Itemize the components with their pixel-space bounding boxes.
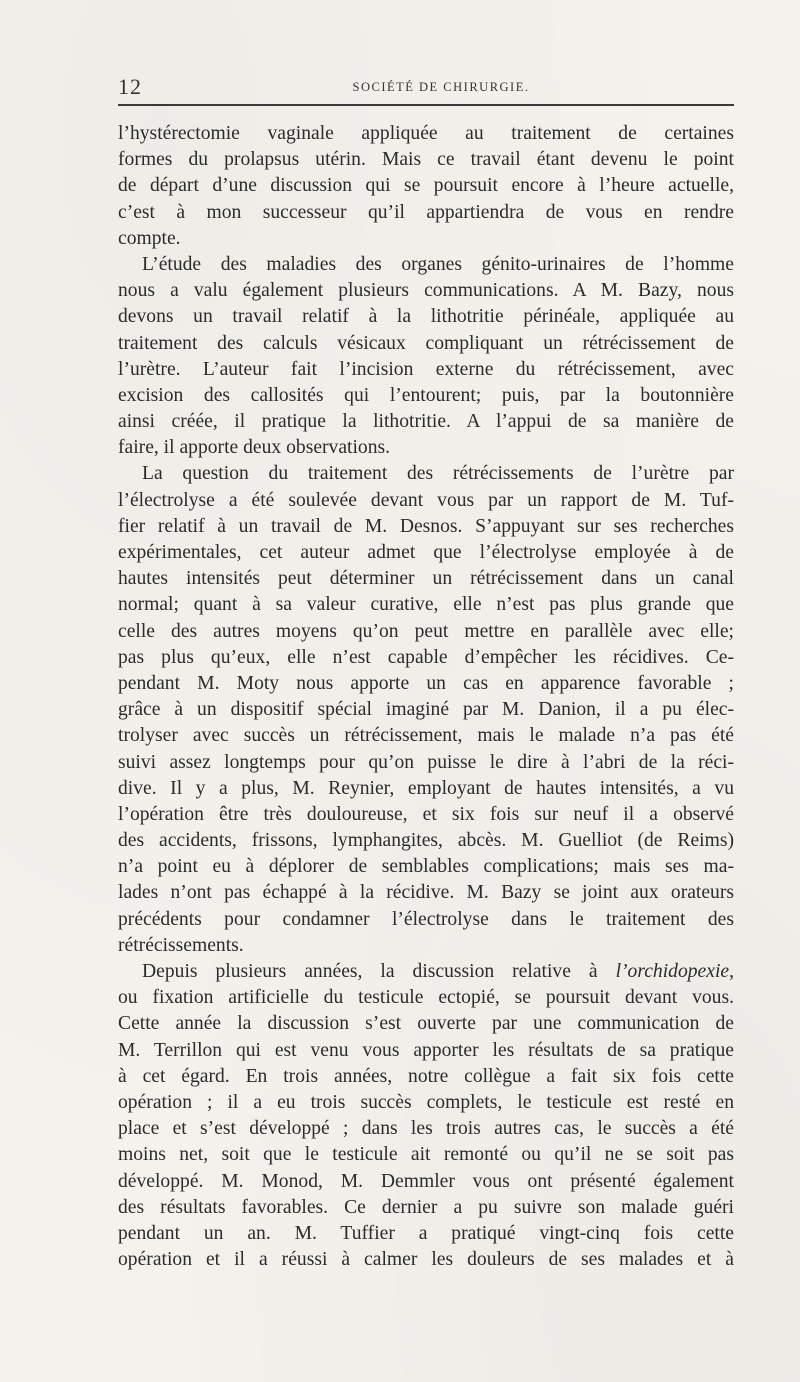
text-line: normal; quant à sa valeur curative, elle n’est pas plus grande que	[118, 594, 734, 616]
text-line: ainsi créée, il pratique la lithotritie. A l’appui de sa manière de	[118, 411, 734, 433]
text-line: place et s’est développé ; dans les trois autres cas, le succès a été	[118, 1118, 734, 1140]
text-line: suivi assez longtemps pour qu’on puisse le dire à l’abri de la réci-	[118, 751, 734, 773]
text-line: pas plus qu’eux, elle n’est capable d’empêcher les récidives. Ce-	[118, 646, 734, 668]
body-text	[118, 121, 734, 1273]
text-line: grâce à un dispositif spécial imaginé par M. Danion, il a pu élec-	[118, 699, 734, 721]
text-line: de départ d’une discussion qui se poursuit encore à l’heure actuelle,	[118, 175, 734, 197]
text-line: compte.	[118, 227, 181, 249]
text-run: Depuis plusieurs années, la discussion relative à	[142, 961, 616, 982]
page-number: 12	[118, 74, 142, 99]
text-line: l’électrolyse a été soulevée devant vous par un rapport de M. Tuf-	[118, 489, 734, 511]
text-line: c’est à mon successeur qu’il appartiendra de vous en rendre	[118, 201, 734, 223]
text-line: opération et il a réussi à calmer les douleurs de ses malades et à	[118, 1249, 734, 1271]
text-run: ,	[729, 961, 734, 982]
text-line: hautes intensités peut déterminer un rétrécissement dans un canal	[118, 568, 734, 590]
paragraph-start-line: La question du traitement des rétrécissements de l’urètre par	[142, 463, 734, 485]
running-head	[118, 72, 734, 102]
text-line: devons un travail relatif à la lithotritie périnéale, appliquée au	[118, 306, 734, 328]
text-line: traitement des calculs vésicaux compliquant un rétrécissement de	[118, 332, 734, 354]
text-line: l’urètre. L’auteur fait l’incision externe du rétrécissement, avec	[118, 358, 734, 380]
text-line: pendant un an. M. Tuffier a pratiqué vingt-cinq fois cette	[118, 1222, 734, 1244]
text-line: formes du prolapsus utérin. Mais ce travail étant devenu le point	[118, 149, 734, 171]
text-line: à cet égard. En trois années, notre collègue a fait six fois cette	[118, 1065, 734, 1087]
text-line: l’hystérectomie vaginale appliquée au traitement de certaines	[118, 123, 734, 144]
text-line: nous a valu également plusieurs communications. A M. Bazy, nous	[118, 280, 734, 302]
text-line: n’a point eu à déplorer de semblables complications; mais ses ma-	[118, 856, 734, 878]
text-line: des accidents, frissons, lymphangites, abcès. M. Guelliot (de Reims)	[118, 830, 734, 852]
text-line: excision des callosités qui l’entourent; puis, par la boutonnière	[118, 384, 734, 406]
text-line: pendant M. Moty nous apporte un cas en apparence favorable ;	[118, 672, 734, 694]
text-line: celle des autres moyens qu’on peut mettre en parallèle avec elle;	[118, 620, 734, 642]
running-title: SOCIÉTÉ DE CHIRURGIE.	[352, 80, 530, 94]
text-line: Cette année la discussion s’est ouverte par une communication de	[118, 1013, 734, 1035]
italic-term: l’orchidopexie	[615, 961, 730, 982]
text-line: moins net, soit que le testicule ait remonté ou qu’il ne se soit pas	[118, 1144, 734, 1166]
text-line: l’opération être très douloureuse, et six fois sur neuf il a observé	[118, 803, 734, 825]
text-line: précédents pour condamner l’électrolyse dans le traitement des	[118, 908, 734, 930]
paragraph-start-line	[118, 959, 734, 985]
text-line: M. Terrillon qui est venu vous apporter les résultats de sa pratique	[118, 1039, 734, 1061]
text-line: ou fixation artificielle du testicule ectopié, se poursuit devant vous.	[118, 987, 734, 1009]
text-line: rétrécissements.	[118, 934, 244, 956]
text-line: développé. M. Monod, M. Demmler vous ont présenté également	[118, 1170, 734, 1192]
text-line: opération ; il a eu trois succès complets, le testicule est resté en	[118, 1091, 734, 1113]
text-line: faire, il apporte deux observations.	[118, 437, 391, 459]
text-line: expérimentales, cet auteur admet que l’électrolyse employée à de	[118, 542, 734, 563]
text-line: des résultats favorables. Ce dernier a pu suivre son malade guéri	[118, 1196, 734, 1218]
text-line: trolyser avec succès un rétrécissement, mais le malade n’a pas été	[118, 725, 734, 747]
header-rule	[118, 104, 734, 106]
text-line: lades n’ont pas échappé à la récidive. M. Bazy se joint aux orateurs	[118, 882, 734, 904]
paragraph-start-line: L’étude des maladies des organes génito-urinaires de l’homme	[142, 253, 734, 275]
text-line: dive. Il y a plus, M. Reynier, employant de hautes intensités, a vu	[118, 777, 734, 799]
text-line: fier relatif à un travail de M. Desnos. S’appuyant sur ses recherches	[118, 515, 734, 537]
